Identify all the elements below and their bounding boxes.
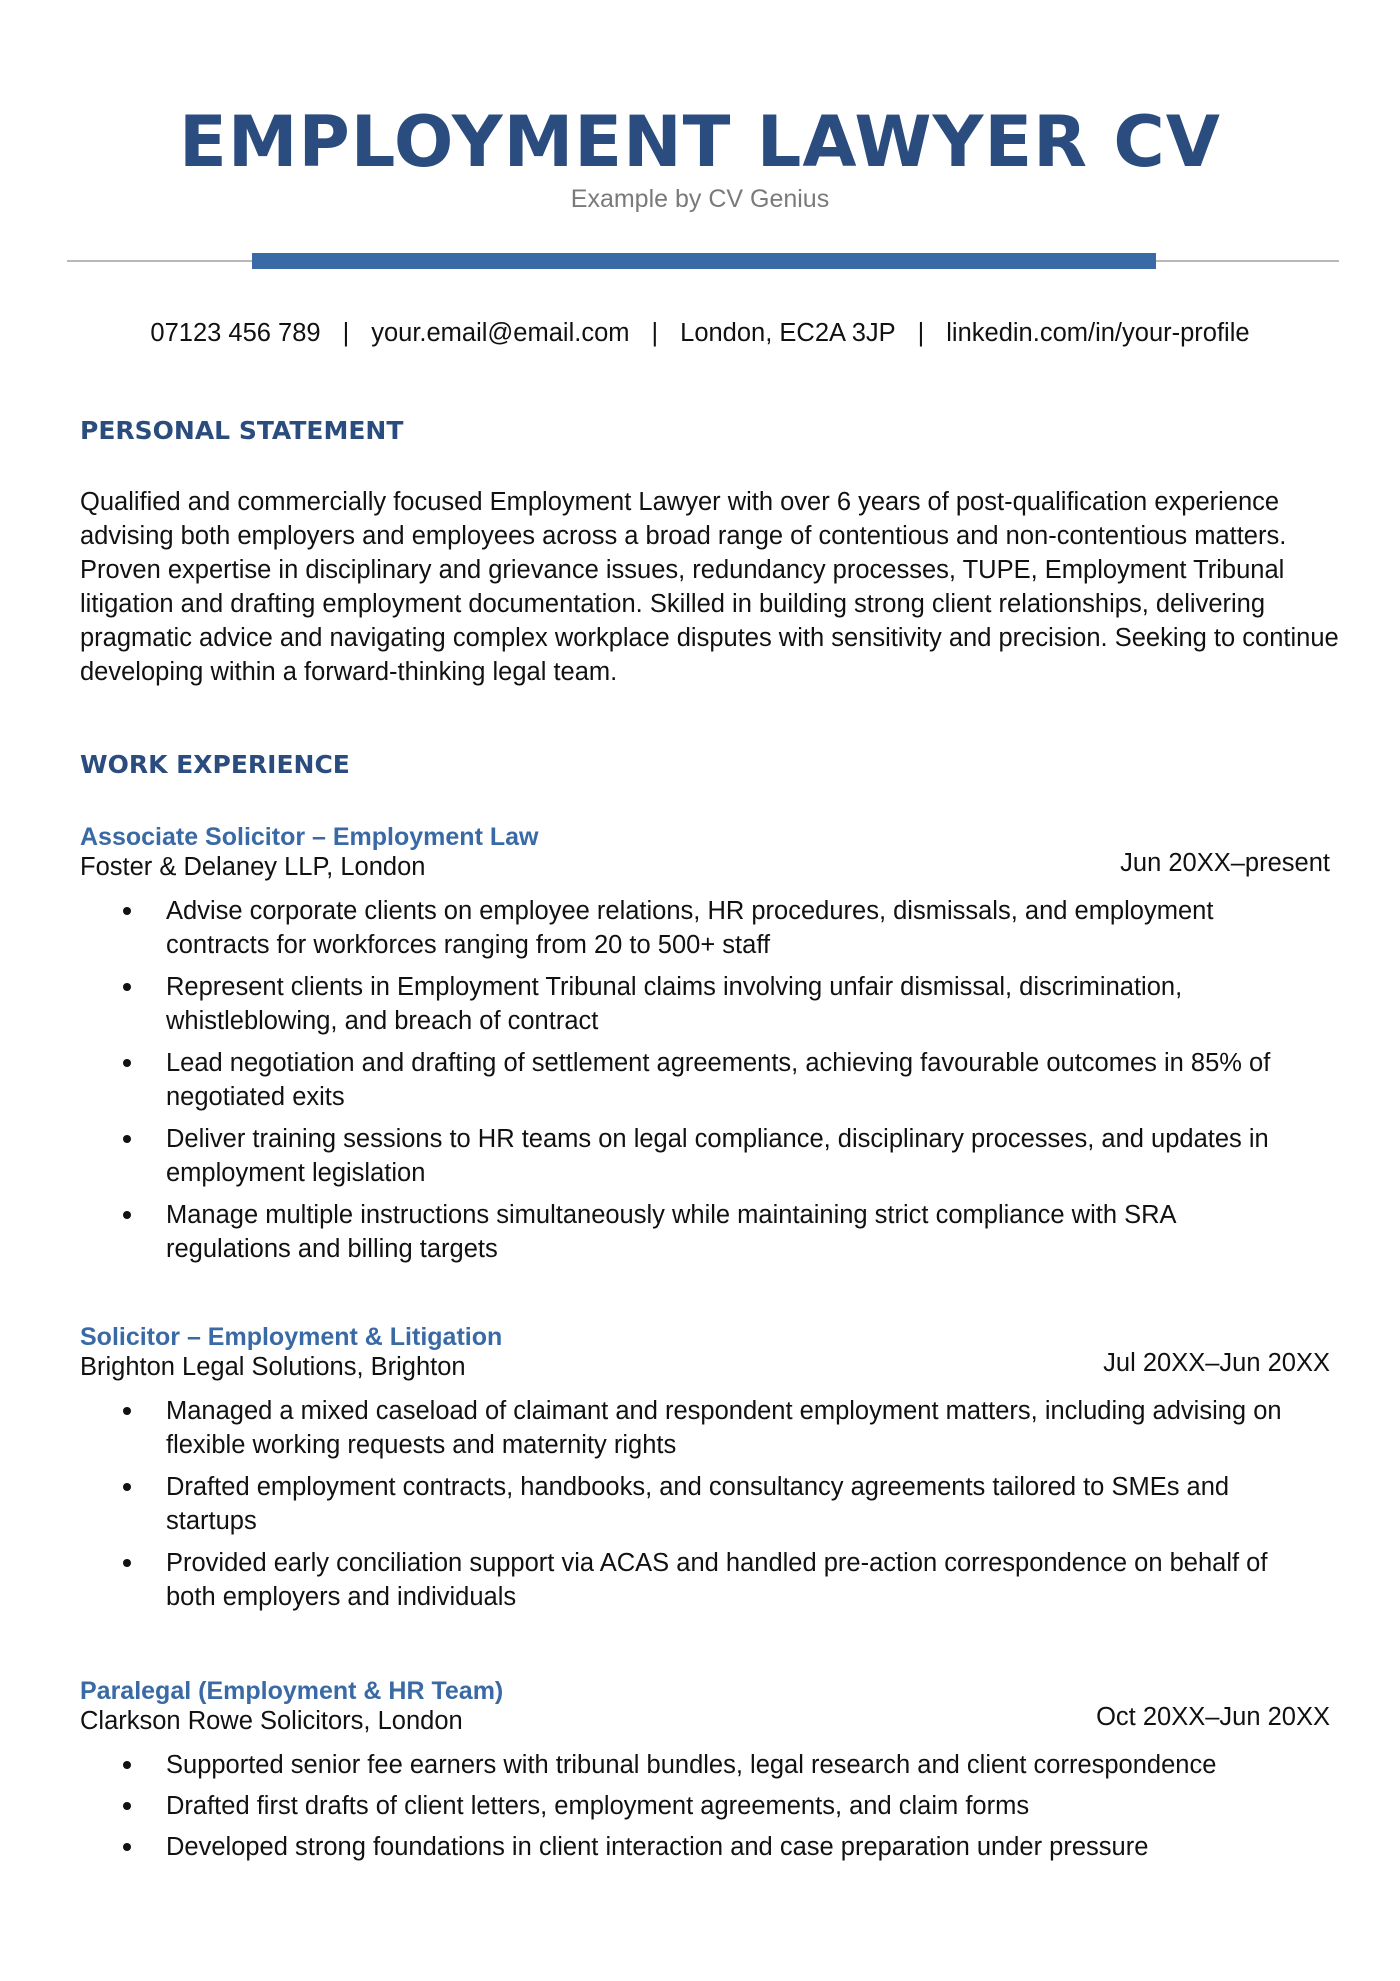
job-entry	[80, 822, 1330, 1266]
job-dates: Jun 20XX–present	[1120, 849, 1330, 877]
job-title: Paralegal (Employment & HR Team)	[80, 1677, 504, 1705]
bullet-icon	[123, 1135, 131, 1143]
personal-statement-heading: PERSONAL STATEMENT	[80, 416, 404, 445]
job-bullet-text: Manage multiple instructions simultaneously while maintaining strict compliance with SRA regulations and billing targets	[166, 1201, 1176, 1263]
job-title: Solicitor – Employment & Litigation	[80, 1323, 503, 1351]
job-entry	[80, 1322, 1330, 1614]
job-bullet-text: Provided early conciliation support via ACAS and handled pre-action correspondence on behalf of both employers and individuals	[166, 1549, 1268, 1611]
job-bullet-text: Drafted employment contracts, handbooks, and consultancy agreements tailored to SMEs and startups	[166, 1473, 1230, 1535]
cv-title: EMPLOYMENT LAWYER CV	[179, 101, 1221, 183]
job-bullets	[80, 1394, 1330, 1614]
contact-location: London, EC2A 3JP	[680, 319, 896, 347]
job-bullet	[80, 1394, 1330, 1462]
job-company: Brighton Legal Solutions, Brighton	[80, 1353, 466, 1381]
job-bullet-text: Represent clients in Employment Tribunal claims involving unfair dismissal, discrimination, whistleblowing, and breach of contract	[166, 973, 1183, 1035]
job-bullet	[80, 894, 1330, 962]
job-company: Foster & Delaney LLP, London	[80, 853, 426, 881]
contact-separator: |	[917, 319, 925, 347]
bullet-icon	[123, 1559, 131, 1567]
job-title: Associate Solicitor – Employment Law	[80, 823, 539, 851]
work-experience-heading: WORK EXPERIENCE	[80, 750, 350, 779]
contact-phone: 07123 456 789	[150, 319, 321, 347]
job-dates: Oct 20XX–Jun 20XX	[1096, 1703, 1330, 1731]
cv-subtitle: Example by CV Genius	[570, 185, 830, 213]
job-bullet	[80, 1122, 1330, 1190]
bullet-icon	[123, 983, 131, 991]
header-divider-accent	[252, 253, 1156, 269]
job-meta	[80, 1703, 1330, 1736]
job-meta	[80, 849, 1330, 882]
bullet-icon	[123, 1761, 131, 1769]
job-bullet	[80, 1198, 1330, 1266]
bullet-icon	[123, 1059, 131, 1067]
job-dates: Jul 20XX–Jun 20XX	[1103, 1349, 1330, 1377]
job-bullet	[80, 1470, 1330, 1538]
contact-separator: |	[651, 319, 659, 347]
personal-statement-text: Qualified and commercially focused Employment Lawyer with over 6 years of post-qualification experience advising both employers and employees across a broad range of contentious and non-contentious matters. Proven expertise in disciplinary and grievance issues, redundancy processes, TUPE, Employment Tribunal litigation and drafting employment documentation. Skilled in building strong client relationships, delivering pragmatic advice and navigating complex workplace disputes with sensitivity and precision. Seeking to continue developing within a forward-thinking legal team.	[80, 488, 1339, 686]
job-company: Clarkson Rowe Solicitors, London	[80, 1707, 463, 1735]
job-bullets	[80, 894, 1330, 1266]
bullet-icon	[123, 1802, 131, 1810]
bullet-icon	[123, 1843, 131, 1851]
bullet-icon	[123, 1483, 131, 1491]
job-bullet-text: Supported senior fee earners with tribunal bundles, legal research and client correspondence	[166, 1751, 1217, 1779]
job-bullet	[80, 1830, 1330, 1864]
job-bullet-text: Lead negotiation and drafting of settlement agreements, achieving favourable outcomes in 85% of negotiated exits	[166, 1049, 1271, 1111]
bullet-icon	[123, 1211, 131, 1219]
job-bullet-text: Managed a mixed caseload of claimant and respondent employment matters, including advising on flexible working requests and maternity rights	[166, 1397, 1282, 1459]
job-bullet-text: Deliver training sessions to HR teams on legal compliance, disciplinary processes, and updates in employment legislation	[166, 1125, 1269, 1187]
job-bullet-text: Advise corporate clients on employee relations, HR procedures, dismissals, and employment contracts for workforces ranging from 20 to 500+ staff	[166, 897, 1214, 959]
bullet-icon	[123, 1407, 131, 1415]
contact-line	[0, 317, 1400, 349]
job-bullet	[80, 1046, 1330, 1114]
job-bullet	[80, 1748, 1330, 1782]
contact-separator: |	[342, 319, 350, 347]
job-bullet	[80, 1789, 1330, 1823]
job-bullet	[80, 1546, 1330, 1614]
contact-email[interactable]: your.email@email.com	[371, 319, 630, 347]
job-meta	[80, 1349, 1330, 1382]
job-bullet-text: Developed strong foundations in client interaction and case preparation under pressure	[166, 1833, 1149, 1861]
job-bullet	[80, 970, 1330, 1038]
job-bullets	[80, 1748, 1330, 1864]
bullet-icon	[123, 907, 131, 915]
job-bullet-text: Drafted first drafts of client letters, employment agreements, and claim forms	[166, 1792, 1030, 1820]
job-entry	[80, 1676, 1330, 1864]
contact-linkedin[interactable]: linkedin.com/in/your-profile	[946, 319, 1250, 347]
